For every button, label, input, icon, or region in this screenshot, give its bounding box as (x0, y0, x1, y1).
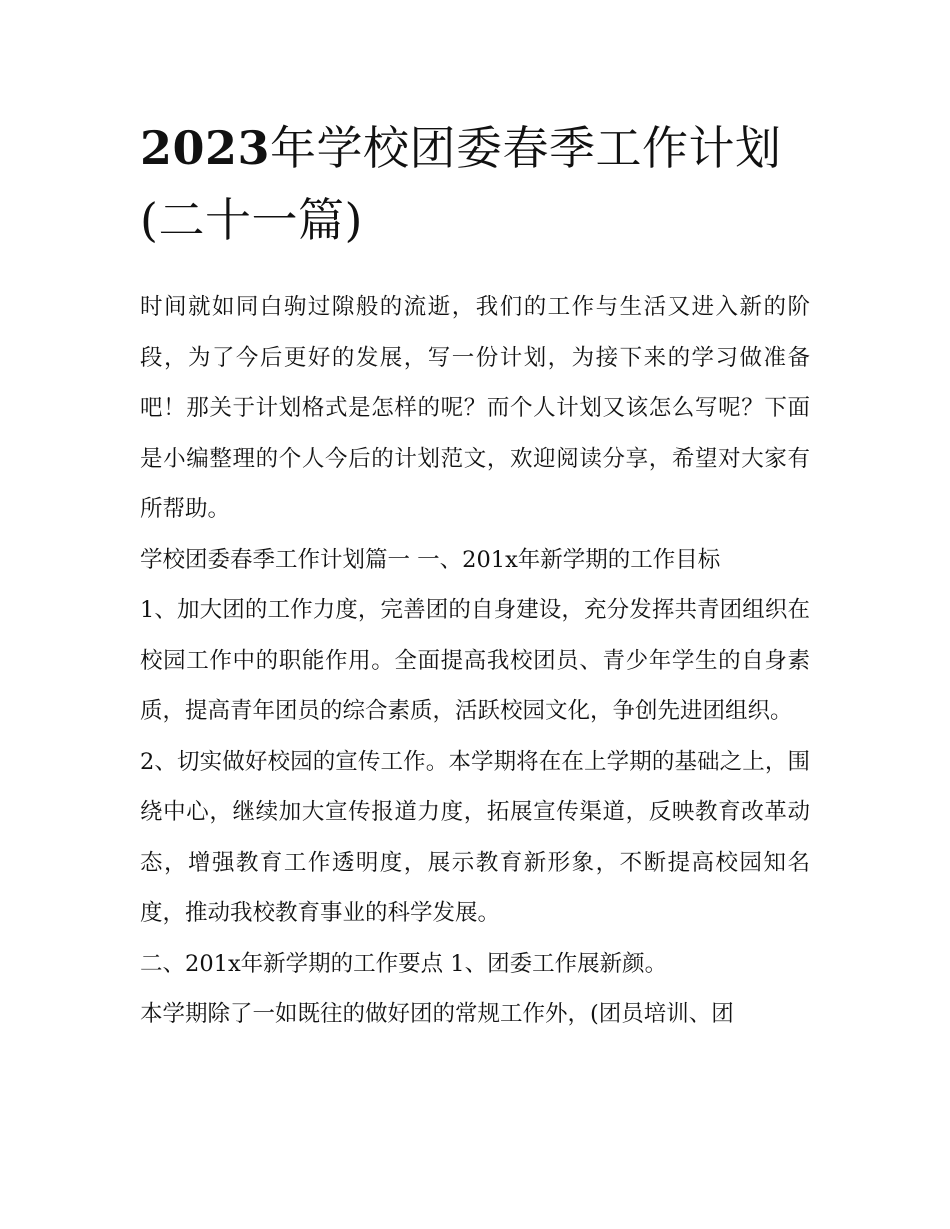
section-heading-key-points: 二、201x年新学期的工作要点 1、团委工作展新颜。 (140, 950, 668, 977)
title-year: 2023 (140, 121, 271, 175)
intro-paragraph: 时间就如同白驹过隙般的流逝，我们的工作与生活又进入新的阶段，为了今后更好的发展，写一份计划，为接下来的学习做准备吧！那关于计划格式是怎样的呢？而个人计划又该怎么写呢？下面是小编整理的个人今后的计划范文，欢迎阅读分享，希望对大家有所帮助。 (140, 294, 810, 522)
goal-item-2: 2、切实做好校园的宣传工作。本学期将在在上学期的基础之上，围绕中心，继续加大宣传报道力度，拓展宣传渠道，反映教育改革动态，增强教育工作透明度，展示教育新形象，不断提高校园知名度，推动我校教育事业的科学发展。 (140, 748, 810, 926)
document-body (140, 282, 810, 1040)
document-title (140, 112, 810, 256)
key-point-paragraph: 本学期除了一如既往的做好团的常规工作外，(团员培训、团 (140, 1001, 734, 1027)
section-heading-goals: 学校团委春季工作计划篇一 一、201x年新学期的工作目标 (140, 546, 721, 573)
goal-item-1: 1、加大团的工作力度，完善团的自身建设，充分发挥共青团组织在校园工作中的职能作用。全面提高我校团员、青少年学生的自身素质，提高青年团员的综合素质，活跃校园文化，争创先进团组织。 (140, 597, 810, 724)
title-text: 年学校团委春季工作计划(二十一篇) (140, 121, 782, 247)
